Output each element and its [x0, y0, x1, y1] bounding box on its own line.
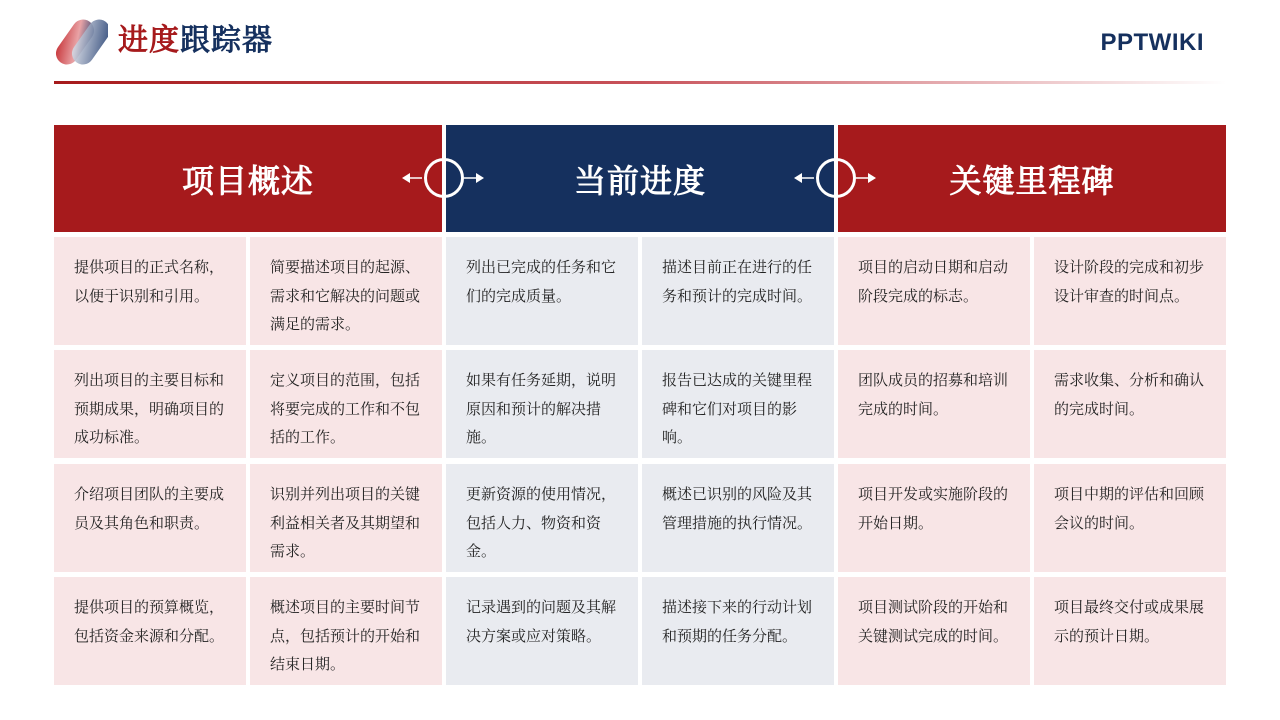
arrow-left-icon [400, 171, 424, 185]
progress-cell: 记录遇到的问题及其解决方案或应对策略。 [446, 577, 638, 685]
progress-cell: 更新资源的使用情况，包括人力、物资和资金。 [446, 464, 638, 572]
section-heading-progress: 当前进度 [446, 125, 834, 232]
progress-cell: 如果有任务延期，说明原因和预计的解决措施。 [446, 350, 638, 458]
title-part-1: 进度 [118, 23, 180, 58]
connector-circle-icon [424, 158, 464, 198]
milestone-cell: 项目最终交付或成果展示的预计日期。 [1034, 577, 1226, 685]
overview-cell: 列出项目的主要目标和预期成果，明确项目的成功标准。 [54, 350, 246, 458]
connector-circle-icon [816, 158, 856, 198]
milestone-cell: 项目中期的评估和回顾会议的时间。 [1034, 464, 1226, 572]
title-part-2: 跟踪器 [180, 23, 273, 58]
page-title [118, 21, 273, 61]
section-heading-overview: 项目概述 [54, 125, 442, 232]
milestone-cell: 需求收集、分析和确认的完成时间。 [1034, 350, 1226, 458]
overview-cell: 识别并列出项目的关键利益相关者及其期望和需求。 [250, 464, 442, 572]
section-heading-milestones: 关键里程碑 [838, 125, 1226, 232]
overview-cell: 介绍项目团队的主要成员及其角色和职责。 [54, 464, 246, 572]
milestone-cell: 项目测试阶段的开始和关键测试完成的时间。 [838, 577, 1030, 685]
arrow-right-icon [854, 171, 878, 185]
overview-cell: 概述项目的主要时间节点，包括预计的开始和结束日期。 [250, 577, 442, 685]
arrow-left-icon [792, 171, 816, 185]
milestone-cell: 项目的启动日期和启动阶段完成的标志。 [838, 237, 1030, 345]
progress-cell: 描述接下来的行动计划和预期的任务分配。 [642, 577, 834, 685]
progress-cell: 描述目前正在进行的任务和预计的完成时间。 [642, 237, 834, 345]
progress-cell: 报告已达成的关键里程碑和它们对项目的影响。 [642, 350, 834, 458]
progress-cell: 概述已识别的风险及其管理措施的执行情况。 [642, 464, 834, 572]
header-divider [54, 81, 1226, 84]
overview-cell: 简要描述项目的起源、需求和它解决的问题或满足的需求。 [250, 237, 442, 345]
progress-cell: 列出已完成的任务和它们的完成质量。 [446, 237, 638, 345]
milestone-cell: 团队成员的招募和培训完成的时间。 [838, 350, 1030, 458]
milestone-cell: 项目开发或实施阶段的开始日期。 [838, 464, 1030, 572]
arrow-right-icon [462, 171, 486, 185]
logo-icon [52, 19, 108, 65]
overview-cell: 定义项目的范围，包括将要完成的工作和不包括的工作。 [250, 350, 442, 458]
brand-name: PPTWIKI [1100, 29, 1204, 56]
overview-cell: 提供项目的正式名称，以便于识别和引用。 [54, 237, 246, 345]
overview-cell: 提供项目的预算概览，包括资金来源和分配。 [54, 577, 246, 685]
milestone-cell: 设计阶段的完成和初步设计审查的时间点。 [1034, 237, 1226, 345]
